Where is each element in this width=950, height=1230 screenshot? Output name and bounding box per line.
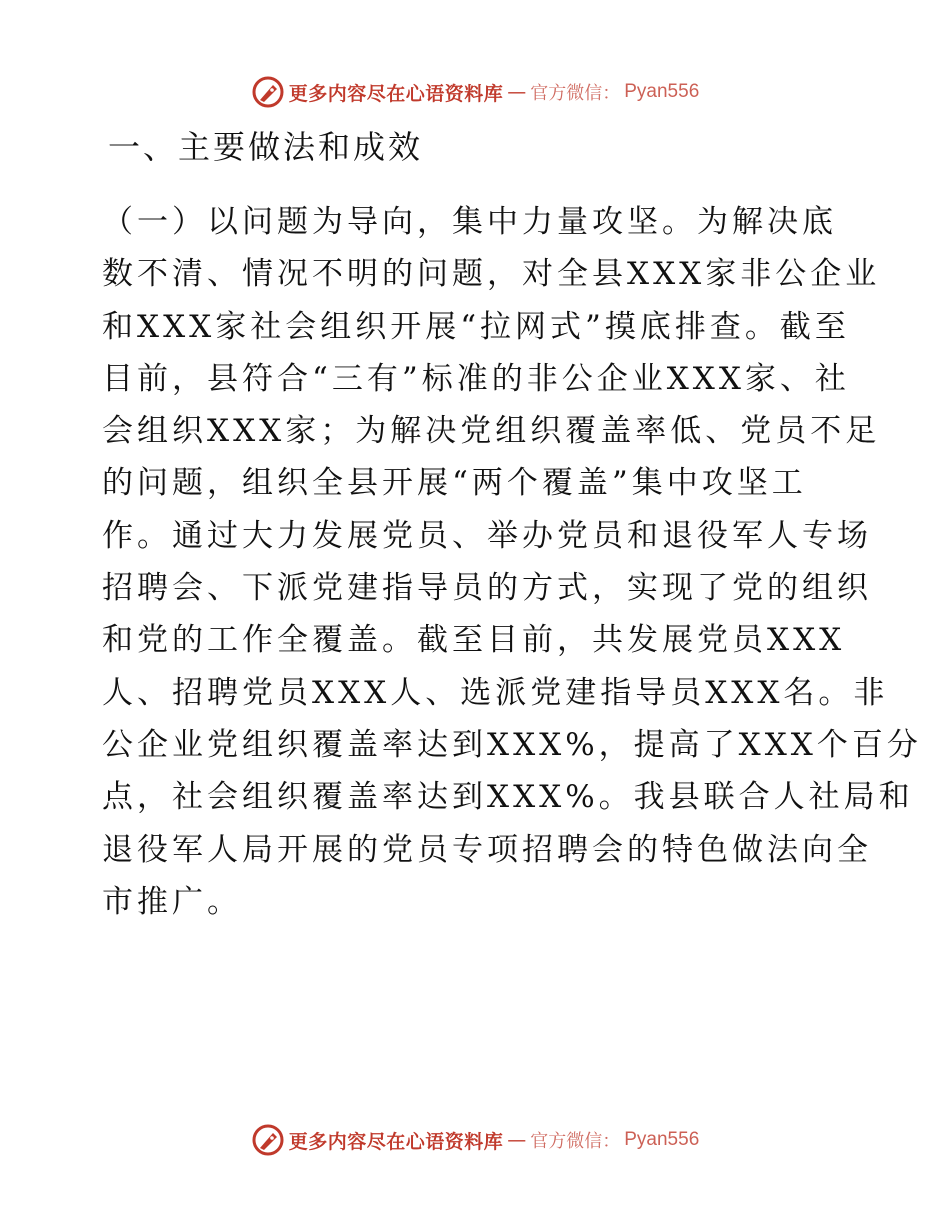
- watermark-contact-label: 官方微信：: [530, 83, 621, 104]
- paragraph-line: 人、招聘党员XXX人、选派党建指导员XXX名。非: [102, 674, 889, 711]
- paragraph-line: 目前，县符合“三有”标准的非公企业XXX家、社: [102, 360, 850, 397]
- paragraph-line: 数不清、情况不明的问题，对全县XXX家非公企业: [102, 256, 881, 293]
- section-heading: 一、主要做法和成效: [108, 128, 424, 166]
- paragraph-line: 会组织XXX家；为解决党组织覆盖率低、党员不足: [102, 413, 881, 450]
- pen-nib-circle-icon: [251, 1123, 285, 1157]
- watermark-contact-id: Pyan556: [624, 1129, 700, 1150]
- paragraph-line: 点，社会组织覆盖率达到XXX%。我县联合人社局和: [102, 779, 914, 816]
- paragraph-line: （一）以问题为导向，集中力量攻坚。为解决底: [102, 204, 837, 240]
- watermark-text: 更多内容尽在心语资料库: [288, 82, 504, 105]
- watermark-text: 更多内容尽在心语资料库: [288, 1130, 504, 1153]
- watermark-contact-id: Pyan556: [624, 81, 700, 102]
- pen-nib-circle-icon: [251, 75, 285, 109]
- paragraph-line: 退役军人局开展的党员专项招聘会的特色做法向全: [102, 831, 872, 868]
- paragraph-line: 市推广。: [102, 883, 242, 920]
- paragraph-line: 作。通过大力发展党员、举办党员和退役军人专场: [102, 517, 872, 554]
- watermark-dash: —: [507, 81, 527, 103]
- paragraph-line: 招聘会、下派党建指导员的方式，实现了党的组织: [102, 570, 872, 607]
- footer-watermark: [0, 1120, 950, 1160]
- paragraph-line: 的问题，组织全县开展“两个覆盖”集中攻坚工: [102, 465, 807, 502]
- watermark-contact-label: 官方微信：: [530, 1131, 621, 1152]
- paragraph-line: 和XXX家社会组织开展“拉网式”摸底排查。截至: [102, 308, 850, 345]
- watermark-dash: —: [507, 1129, 527, 1151]
- header-watermark: [0, 72, 950, 112]
- paragraph-line: 和党的工作全覆盖。截至目前，共发展党员XXX: [102, 622, 846, 659]
- paragraph-line: 公企业党组织覆盖率达到XXX%，提高了XXX个百分: [102, 726, 922, 763]
- body-paragraph: [102, 196, 922, 928]
